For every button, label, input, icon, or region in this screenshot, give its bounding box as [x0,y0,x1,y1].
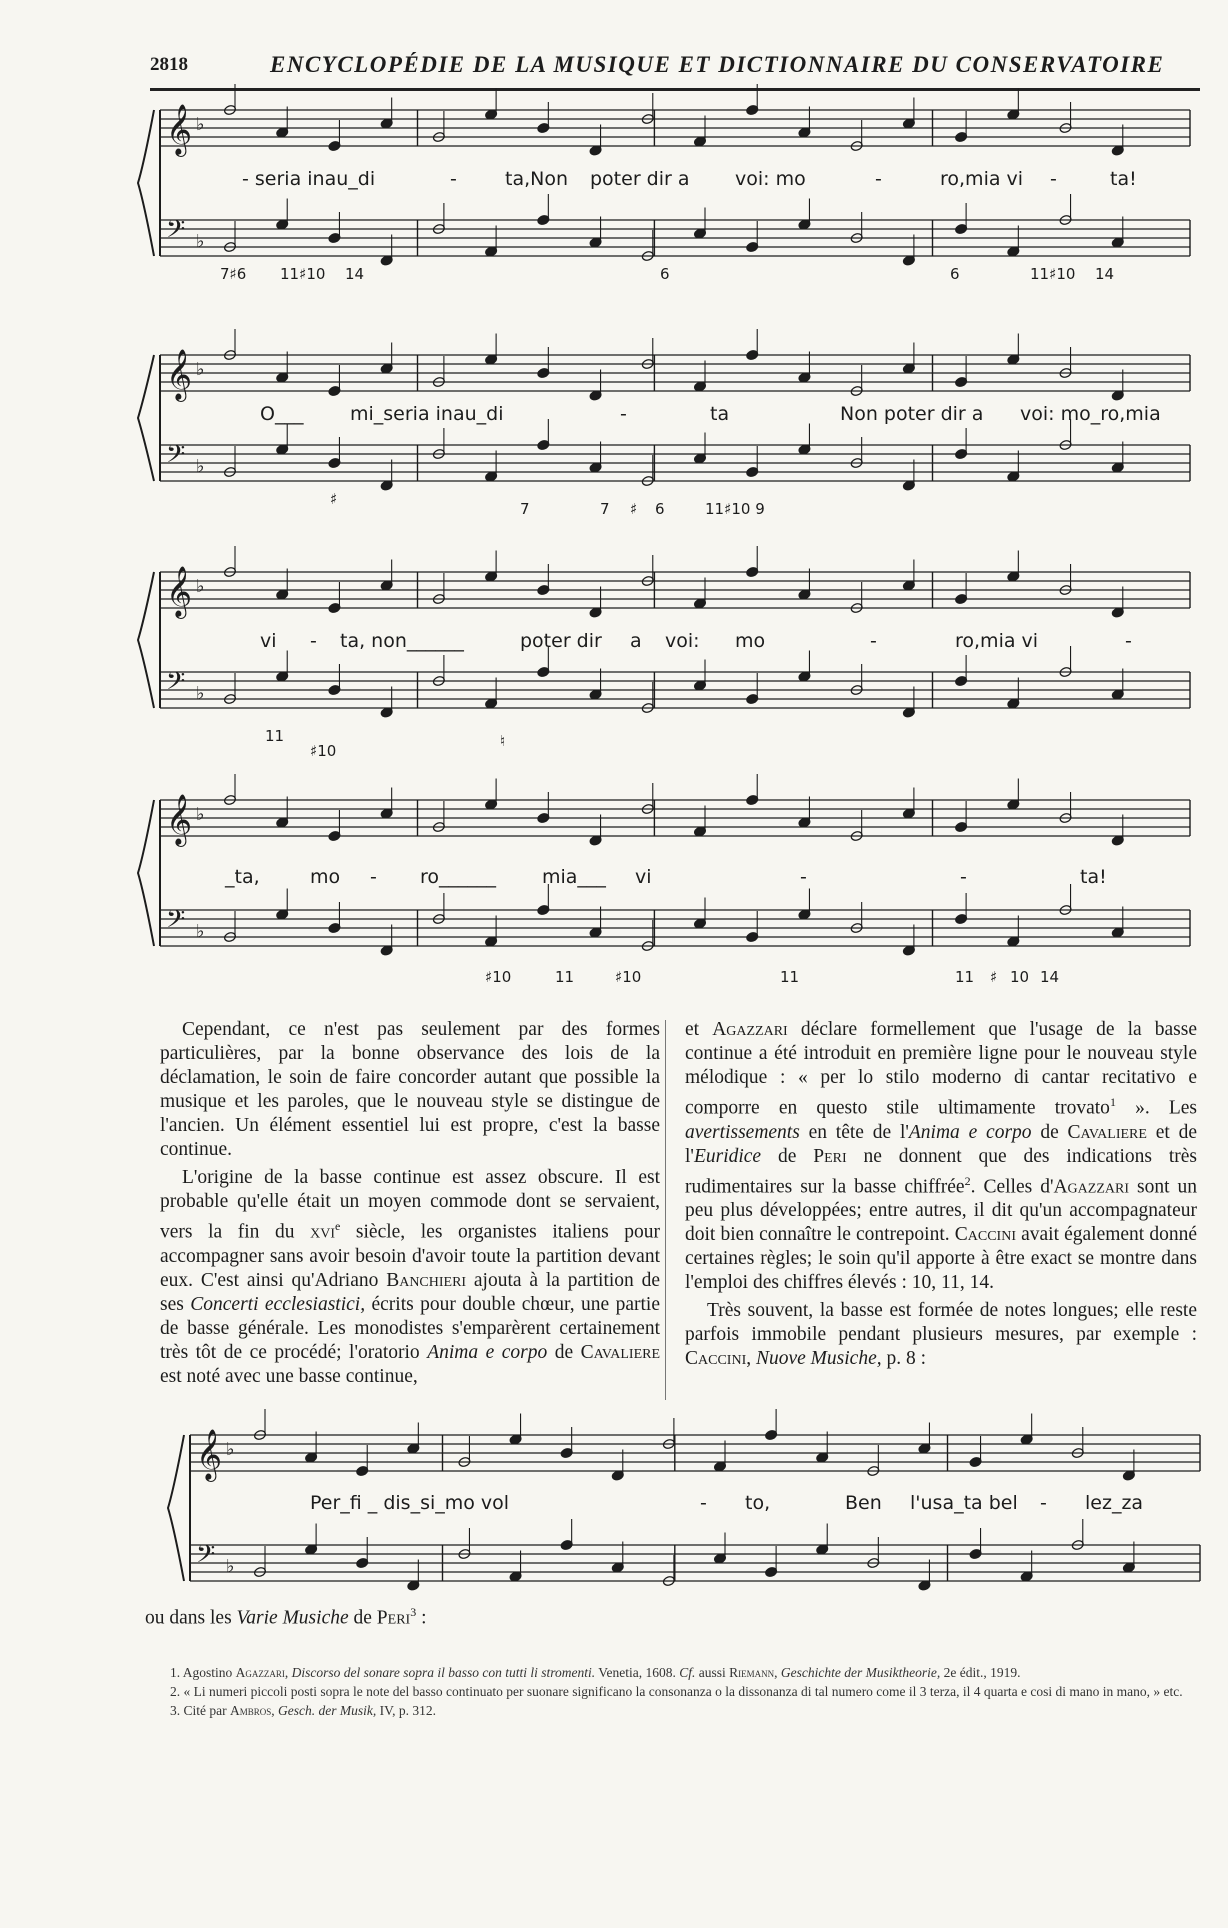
lyric-8: - [1050,168,1057,190]
lyric-4: ro______ [420,866,497,888]
brace [168,1435,184,1581]
figure-2: ♯10 [310,742,337,760]
flat-icon: ♭ [196,683,205,704]
music-system-1 [160,100,1190,290]
text: de [1031,1121,1068,1143]
bass-clef-icon: 𝄢 [166,667,186,702]
staff-system-1 [160,100,1190,290]
text: sont un peu plus développées; entre autres, il dit qu'un accompagnateur doit bien connaître le contrepoint. [685,1176,1197,1245]
footnote-ref: 1 [1109,1095,1116,1109]
lyric-6: voi: [665,630,700,652]
lyric-8: - [960,866,967,888]
figure-1: 7♯6 [220,265,247,283]
lyric-7: lez_za [1085,1492,1144,1514]
name: Ambros [230,1703,272,1718]
lyric-3: - [620,403,627,425]
figure-8: 14 [1040,968,1060,986]
footnote-ref: 3 [410,1605,417,1619]
text: siècle, les organistes italiens pour accompagner sans avoir besoin d'avoir toute la partition devant eux. C'est ainsi qu'Adriano [160,1221,660,1291]
text: 2. « Li numeri piccoli posti sopra le note del basso continuato per suonare significano la consonanza o la dissonanza di tal numero come il 3 terza, il 4 quarta e cosi di mano in mano, » etc. [170,1684,1183,1699]
text: IV, p. 312. [376,1703,437,1718]
text-column-left [160,1018,660,1393]
footnote-1 [150,1663,1195,1682]
work-title: Gesch. der Musik, [278,1703,377,1718]
bass-clef-icon: 𝄢 [166,905,186,940]
text: ou dans les [145,1607,237,1629]
flat-icon: ♭ [196,359,205,380]
figure-6: 11♯10 9 [705,500,765,518]
flat-icon: ♭ [226,1556,235,1577]
text: Très souvent, la basse est formée de notes longues; elle reste parfois immobile pendant plusieurs mesures, par exemple : [685,1300,1197,1345]
lyric-3: - [370,866,377,888]
figure-2: 7 [520,500,530,518]
lyric-7: - [800,866,807,888]
work-title: Anima e corpo [427,1341,548,1363]
music-system-3 [160,562,1190,762]
work-title: Concerti ecclesiastici, [190,1293,366,1315]
lyric-5: Non poter dir a [840,403,984,425]
lyric-2: - [700,1492,707,1514]
music-system-5 [190,1420,1200,1600]
footnote-ref: 2 [964,1173,971,1188]
work-title: Varie Musiche [236,1607,349,1629]
lyric-6: - [1040,1492,1047,1514]
text: , [284,1665,292,1680]
lyric-7: mo [735,630,766,652]
staff-system-4 [160,790,1190,990]
lyric-4: ta [710,403,730,425]
music-system-2 [160,345,1190,535]
paragraph [160,1166,660,1389]
footnote-3 [150,1701,1195,1720]
work-title: Nuove Musiche, [755,1348,882,1369]
text: écrits pour double chœur, une partie de basse générale. Les monodistes s'emparèrent certainement très tôt de ce procédé; l'oratorio [160,1293,660,1363]
lyric-5: l'usa_ta bel [910,1492,1018,1514]
figure-7: 14 [1095,265,1115,283]
paragraph [685,1018,1197,1295]
lyric-1: _ta, [225,866,260,888]
text-column-right [685,1018,1197,1375]
figure-4: ♯ [630,500,638,518]
text: de [348,1607,377,1629]
footnote-2 [150,1682,1195,1701]
lyric-6: vi [635,866,652,888]
flat-icon: ♭ [196,114,205,135]
figure-7: 10 [1010,968,1030,986]
lyric-2: mo [310,866,341,888]
lyric-2: mi_seria inau_di [350,403,504,425]
text: : [416,1607,427,1629]
flat-icon: ♭ [226,1439,235,1460]
lyric-1: O___ [260,403,304,425]
work-title: Anima e corpo [908,1121,1032,1143]
lyric-9: ro,mia vi [955,630,1039,652]
bass-clef-icon: 𝄢 [196,1540,216,1575]
lyric-6: - [875,168,882,190]
name: Riemann [729,1665,775,1680]
treble-clef-icon: 𝄞 [166,566,193,617]
lyric-3: ta, non______ [340,630,464,652]
text: , [774,1665,781,1680]
text: Cf. [679,1665,696,1680]
name: Caccini [954,1224,1016,1245]
text: est noté avec une basse continue, [160,1365,418,1387]
lyric-2: - [310,630,317,652]
figure-4: 6 [660,265,670,283]
lyric-9: ta! [1080,866,1107,888]
text: L'origine de la basse continue est assez obscure. Il est probable qu'elle était un moyen commode dont se servaient, vers la fin du [160,1167,660,1243]
text: ne donnent que des indications très rudimentaires sur la basse chiffrée [685,1145,1197,1197]
paragraph [160,1018,660,1162]
name: Agazzari [235,1665,285,1680]
bass-clef-icon: 𝄢 [166,440,186,475]
work-title: avertissements [685,1121,800,1143]
name: Cavaliere [580,1341,661,1363]
lyric-4: Ben [845,1492,882,1514]
lyric-3: to, [745,1492,771,1514]
figure-1: ♯10 [485,968,512,986]
music-system-4 [160,790,1190,990]
text: ajouta à la partition de ses [160,1269,660,1315]
bass-clef-icon: 𝄢 [166,215,186,250]
lyric-8: - [870,630,877,652]
brace [138,355,154,481]
page-number: 2818 [150,54,188,75]
name: Banchieri [386,1269,467,1291]
lyric-1: vi [260,630,277,652]
lyric-3: ta,Non [505,168,569,190]
lyric-4: poter dir a [590,168,690,190]
figure-5: 11 [955,968,975,986]
text: en tête de l' [799,1121,909,1143]
text: et [685,1019,713,1040]
text-after-example [145,1605,427,1630]
footnotes [150,1663,1195,1720]
running-title: ENCYCLOPÉDIE DE LA MUSIQUE ET DICTIONNAIRE DU CONSERVATOIRE [270,52,1165,77]
text: avait également donné certaines règles; le soin qu'il apporte à être exact se montre dans l'emploi des chiffres élevés : 10, 11, 14. [685,1224,1197,1293]
figure-3: 7 [600,500,610,518]
flat-icon: ♭ [196,456,205,477]
text: . Celles d' [970,1176,1054,1197]
figure-3: ♯10 [615,968,642,986]
name: Agazzari [1053,1176,1129,1197]
text: 3. Cité par [170,1703,230,1718]
name: Peri [813,1145,847,1167]
superscript: e [335,1219,341,1233]
text: 1. Agostino [170,1665,236,1680]
text: 2e édit., 1919. [940,1665,1021,1680]
paragraph [685,1299,1197,1371]
staff-system-3 [160,562,1190,762]
century: xvi [310,1221,335,1243]
name: Caccini, [685,1348,752,1369]
text: p. 8 : [881,1348,927,1369]
work-title: Euridice [693,1145,762,1167]
text: et de l' [685,1121,1198,1167]
lyric-5: a [630,630,642,652]
treble-clef-icon: 𝄞 [166,104,193,155]
figure-1: ♯ [330,490,338,508]
text: de [547,1341,581,1363]
name: Cavaliere [1067,1121,1147,1143]
figure-6: ♯ [990,968,998,986]
lyric-4: poter dir [520,630,602,652]
text: de [761,1145,814,1167]
page-header [150,48,1200,91]
work-title: Discorso del sonare sopra il basso con tutti li stromenti. [291,1665,596,1680]
name: Agazzari [712,1019,788,1040]
flat-icon: ♭ [196,576,205,597]
text: Cependant, ce n'est pas seulement par des formes particulières, par la bonne observance des lois de la déclamation, le soin de faire concorder autant que possible la musique et les paroles, que le nouveau style se distingue de l'ancien. Un élément essentiel lui est propre, c'est la basse continue. [160,1019,660,1160]
text: ». Les [1115,1097,1197,1119]
lyric-10: - [1125,630,1132,652]
text: aussi [695,1665,730,1680]
flat-icon: ♭ [196,231,205,252]
brace [138,800,154,946]
figure-5: 6 [655,500,665,518]
figure-2: 11♯10 [280,265,326,283]
text: Venetia, 1608. [595,1665,680,1680]
figure-5: 6 [950,265,960,283]
figure-1: 11 [265,727,285,745]
figure-4: 11 [780,968,800,986]
lyric-6: voi: mo_ro,mia [1020,403,1161,425]
column-divider [665,1020,667,1400]
flat-icon: ♭ [196,921,205,942]
work-title: Geschichte der Musiktheorie, [780,1665,941,1680]
lyric-5: mia___ [542,866,606,888]
figure-3: ♮ [500,732,506,750]
flat-icon: ♭ [196,804,205,825]
lyric-1: - seria inau_di [242,168,376,190]
treble-clef-icon: 𝄞 [196,1429,223,1480]
staff-system-2 [160,345,1190,535]
figure-6: 11♯10 [1030,265,1076,283]
figure-2: 11 [555,968,575,986]
text: , [271,1703,279,1718]
treble-clef-icon: 𝄞 [166,349,193,400]
text: déclare formellement que l'usage de la basse continue a été introduit en première ligne pour le nouveau style mélodique : « per lo stilo moderno di cantar recitativo e comporre en questo stile ultimamente trovato [685,1019,1197,1119]
name: Peri [376,1607,411,1629]
lyric-5: voi: mo [735,168,806,190]
brace [138,572,154,708]
lyric-2: - [450,168,457,190]
lyric-1: Per_fi _ dis_si_mo vol [310,1492,510,1514]
brace [138,110,154,256]
treble-clef-icon: 𝄞 [166,794,193,845]
lyric-9: ta! [1110,168,1137,190]
figure-3: 14 [345,265,365,283]
lyric-7: ro,mia vi [940,168,1024,190]
